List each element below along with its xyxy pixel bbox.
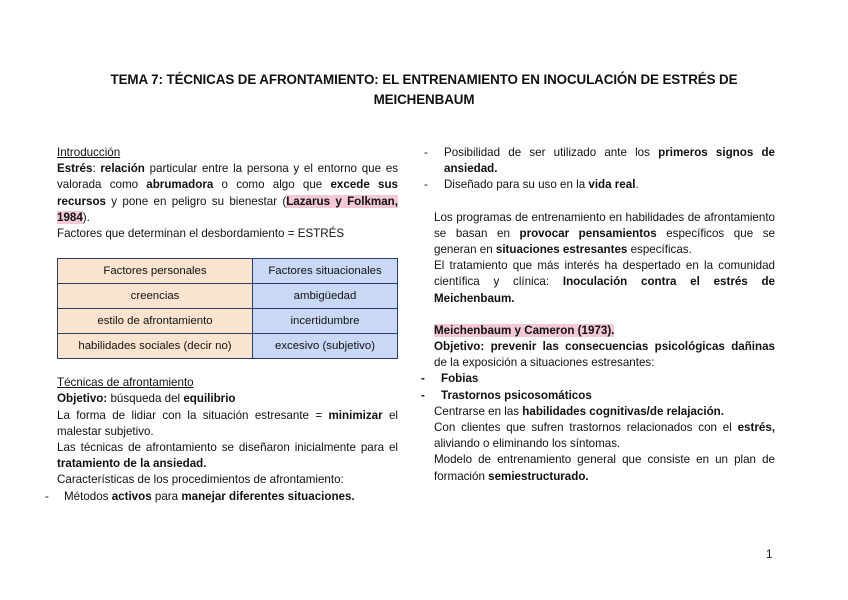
- modelo-paragraph: [434, 452, 775, 484]
- citation-highlight: Lazarus y Folkman, 1984: [57, 194, 398, 224]
- estres-definition: [57, 161, 398, 226]
- table-row: [58, 309, 398, 334]
- text-run: manejar diferentes situaciones.: [181, 489, 355, 503]
- text-run: estrés,: [737, 421, 775, 435]
- text-run: tratamiento de la ansiedad.: [57, 457, 207, 471]
- text-run: equilibrio: [183, 392, 236, 406]
- text-run: relación: [100, 162, 145, 176]
- list-item: [421, 371, 775, 387]
- title-line-1: TEMA 7: TÉCNICAS DE AFRONTAMIENTO: EL ENTRENAMIENTO EN INOCULACIÓN DE ESTRÉS DE: [110, 72, 738, 87]
- text-run: activos: [111, 489, 152, 503]
- text-run: Modelo de entrenamiento general que consiste en un plan de formación: [434, 453, 775, 483]
- text-run: provocar pensamientos: [519, 226, 657, 240]
- table-cell: excesivo (subjetivo): [253, 334, 398, 359]
- disenaron-paragraph: [57, 440, 398, 472]
- objetivo-paragraph: [434, 339, 775, 371]
- table-cell: habilidades sociales (decir no): [58, 334, 253, 359]
- tratamiento-paragraph: [434, 258, 775, 307]
- text-run: Objetivo: prevenir las consecuencias psicológicas dañinas: [434, 340, 775, 354]
- heading-highlight: Meichenbaum y Cameron (1973).: [434, 323, 615, 337]
- text-run: Métodos: [64, 489, 112, 503]
- text-run: y pone en peligro su bienestar (: [105, 194, 287, 208]
- table-header-cell: Factores personales: [58, 259, 253, 284]
- text-run: búsqueda del: [107, 392, 184, 406]
- right-column: [421, 145, 776, 485]
- text-run: Las técnicas de afrontamiento se diseñaron inicialmente para el: [57, 441, 398, 455]
- caracteristicas-line: Características de los procedimientos de afrontamiento:: [57, 473, 344, 487]
- list-item: [424, 177, 775, 193]
- bullet-dash: -: [424, 146, 428, 159]
- table-cell: ambigüedad: [253, 284, 398, 309]
- table-row: [58, 334, 398, 359]
- text-run: Centrarse en las: [434, 404, 523, 418]
- text-run: específicos que se generan en: [434, 226, 775, 257]
- text-run: ).: [82, 210, 90, 224]
- text-run: para: [151, 489, 182, 503]
- text-run: minimizar: [328, 408, 383, 422]
- text-run: o como algo que: [213, 178, 331, 192]
- text-run: Fobias: [441, 372, 479, 386]
- page-title: [60, 70, 788, 110]
- text-run: Posibilidad de ser utilizado ante los: [444, 146, 659, 159]
- text-run: vida real: [588, 178, 636, 192]
- text-run: abrumadora: [146, 178, 214, 192]
- tecnicas-heading: Técnicas de afrontamiento: [57, 376, 194, 390]
- table-cell: estilo de afrontamiento: [58, 309, 253, 334]
- spacer: [434, 307, 775, 323]
- text-run: aliviando o eliminando los síntomas.: [434, 437, 621, 451]
- bullet-dash: -: [45, 489, 49, 503]
- factores-line: Factores que determinan el desbordamiento = ESTRÉS: [57, 227, 345, 241]
- text-run: particular entre la persona y el entorno que es valorada como: [57, 162, 398, 192]
- lidiar-paragraph: [57, 408, 398, 440]
- text-run: el malestar subjetivo.: [57, 408, 398, 438]
- spacer: [434, 194, 775, 210]
- text-run: semiestructurado.: [488, 469, 589, 483]
- text-run: primeros signos de ansiedad.: [444, 146, 776, 176]
- title-line-2: MEICHENBAUM: [373, 92, 475, 107]
- bullet-dash: -: [421, 388, 425, 402]
- bullet-dash: -: [421, 372, 425, 386]
- centrarse-line: [434, 404, 775, 420]
- list-item: [424, 145, 776, 177]
- text-run: Diseñado para su uso en la: [444, 178, 589, 192]
- text-run: :: [92, 162, 101, 176]
- programas-paragraph: [434, 210, 775, 259]
- table-header-cell: Factores situacionales: [253, 259, 398, 284]
- text-run: Con clientes que sufren trastornos relacionados con el: [434, 421, 738, 435]
- table-row: [58, 284, 398, 309]
- table-cell: incertidumbre: [253, 309, 398, 334]
- factors-table: [57, 258, 398, 359]
- list-item: [45, 489, 398, 505]
- text-run: La forma de lidiar con la situación estresante =: [57, 408, 329, 422]
- estres-term: Estrés: [57, 162, 93, 176]
- text-run: situaciones estresantes: [495, 243, 628, 257]
- text-run: Objetivo:: [57, 392, 108, 406]
- text-run: .: [635, 178, 639, 192]
- intro-heading: Introducción: [57, 146, 121, 159]
- bullet-dash: -: [424, 178, 428, 192]
- page-number: 1: [766, 548, 773, 561]
- text-run: habilidades cognitivas/de relajación.: [522, 404, 724, 418]
- text-run: de la exposición a situaciones estresantes:: [434, 356, 655, 370]
- text-run: Los programas de entrenamiento en habilidades de afrontamiento se basan en: [434, 210, 775, 240]
- objetivo-line: [57, 391, 398, 407]
- text-run: El tratamiento que más interés ha despertado en la comunidad científica y clínica:: [434, 259, 775, 289]
- text-run: específicas.: [627, 243, 692, 257]
- text-run: Trastornos psicosomáticos: [441, 388, 592, 402]
- table-cell: creencias: [58, 284, 253, 309]
- meichenbaum-heading: [434, 323, 775, 339]
- text-run: excede sus recursos: [57, 178, 399, 208]
- clientes-paragraph: [434, 420, 775, 452]
- left-column: [45, 145, 399, 505]
- table-header-row: [58, 259, 398, 284]
- text-run: Inoculación contra el estrés de Meichenbaum.: [434, 275, 775, 305]
- list-item: [421, 388, 775, 404]
